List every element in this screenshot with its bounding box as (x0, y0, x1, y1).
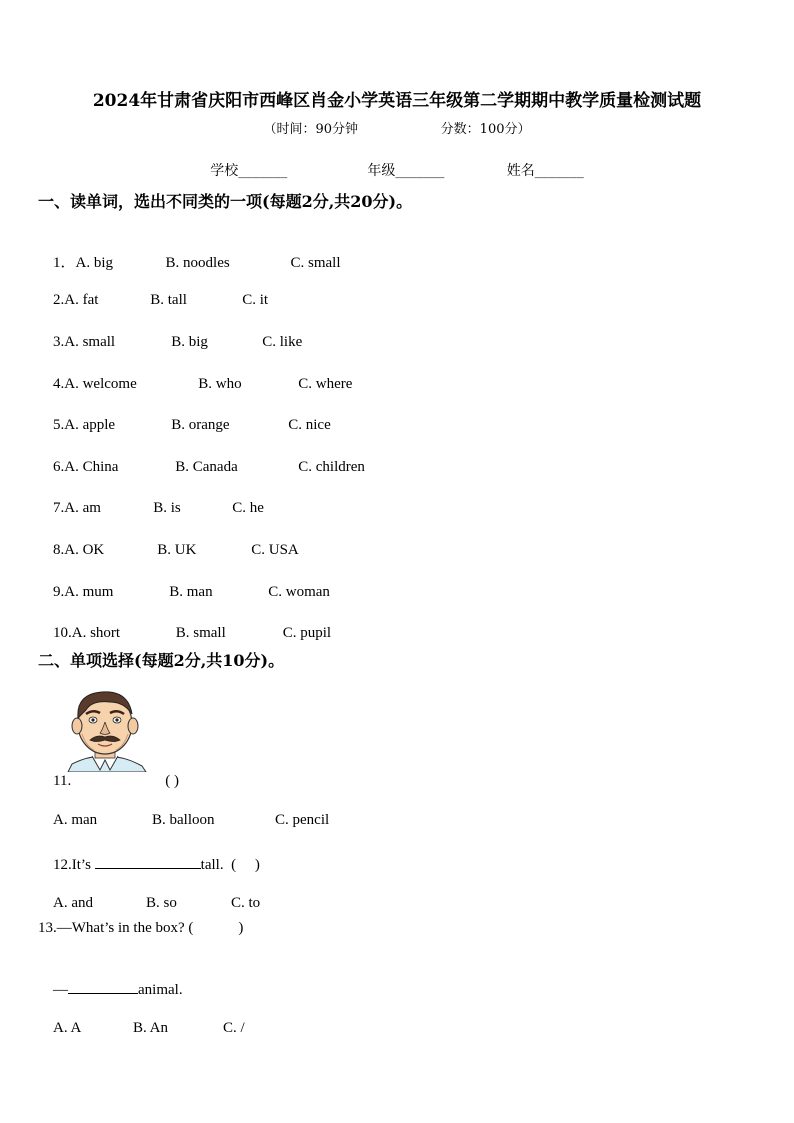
option-a: A. fat (64, 292, 99, 308)
option-b: B. orange (171, 417, 230, 433)
question-number: 3. (53, 334, 65, 350)
option-a: A. big (75, 255, 114, 271)
question-number: 6. (53, 459, 65, 475)
question-number: 4. (53, 376, 65, 392)
option-a: A. small (64, 334, 116, 350)
option-c: C. small (290, 255, 341, 271)
option-b: B. noodles (165, 255, 230, 271)
dash: — (53, 982, 68, 998)
option-a: A. short (71, 625, 121, 641)
question-number: 11. (53, 773, 72, 789)
option-c: C. / (223, 1020, 245, 1036)
question-number: 7. (53, 500, 65, 516)
option-c: C. nice (288, 417, 331, 433)
option-a: A. welcome (64, 376, 137, 392)
option-c: C. woman (268, 584, 330, 600)
answer-blank (68, 979, 138, 994)
option-a: A. A (53, 1020, 82, 1036)
option-c: C. USA (251, 542, 299, 558)
question-13-options (38, 1003, 245, 1054)
option-b: B. UK (157, 542, 197, 558)
option-a: A. China (64, 459, 119, 475)
question-stem-end: animal. (138, 982, 183, 998)
option-b: B. small (175, 625, 226, 641)
question-number: 10. (53, 625, 72, 641)
option-c: C. pencil (275, 812, 330, 828)
section-1-heading: 一、读单词，选出不同类的一项(每题2分,共20分)。 (38, 192, 413, 211)
option-b: B. man (169, 584, 213, 600)
option-a: A. apple (64, 417, 116, 433)
question-13: 13.—What’s in the box? ( ) (38, 920, 244, 936)
option-b: B. tall (150, 292, 187, 308)
answer-bracket: ( ) (165, 773, 179, 789)
option-a: A. am (64, 500, 101, 516)
option-c: C. he (232, 500, 264, 516)
question-number: 2. (53, 292, 65, 308)
option-c: C. where (298, 376, 353, 392)
exam-title: 2024年甘肃省庆阳市西峰区肖金小学英语三年级第二学期期中教学质量检测试题 (92, 91, 702, 111)
question-number: 8. (53, 542, 65, 558)
option-c: C. like (262, 334, 303, 350)
option-a: A. mum (64, 584, 114, 600)
option-b: B. is (153, 500, 181, 516)
option-a: A. and (53, 895, 93, 911)
question-number: 1． (53, 255, 76, 271)
section-2-heading: 二、单项选择(每题2分,共10分)。 (38, 651, 285, 670)
option-b: B. big (171, 334, 208, 350)
option-c: C. children (298, 459, 365, 475)
question-number: 9. (53, 584, 65, 600)
option-b: B. Canada (175, 459, 238, 475)
option-b: B. balloon (152, 812, 215, 828)
option-c: C. to (231, 895, 261, 911)
option-a: A. OK (64, 542, 105, 558)
option-c: C. it (242, 292, 269, 308)
question-stem-start: 12.It’s (53, 857, 95, 873)
question-stem-end: tall. ( ) (200, 857, 260, 873)
option-b: B. so (146, 895, 177, 911)
student-info-line: 学校_______ 年级_______ 姓名_______ (210, 163, 584, 179)
exam-subtitle: （时间：90分钟 分数：100分） (263, 122, 531, 137)
question-number: 5. (53, 417, 65, 433)
option-a: A. man (53, 812, 98, 828)
option-c: C. pupil (282, 625, 332, 641)
option-b: B. who (198, 376, 242, 392)
option-b: B. An (133, 1020, 169, 1036)
answer-blank (95, 854, 201, 869)
